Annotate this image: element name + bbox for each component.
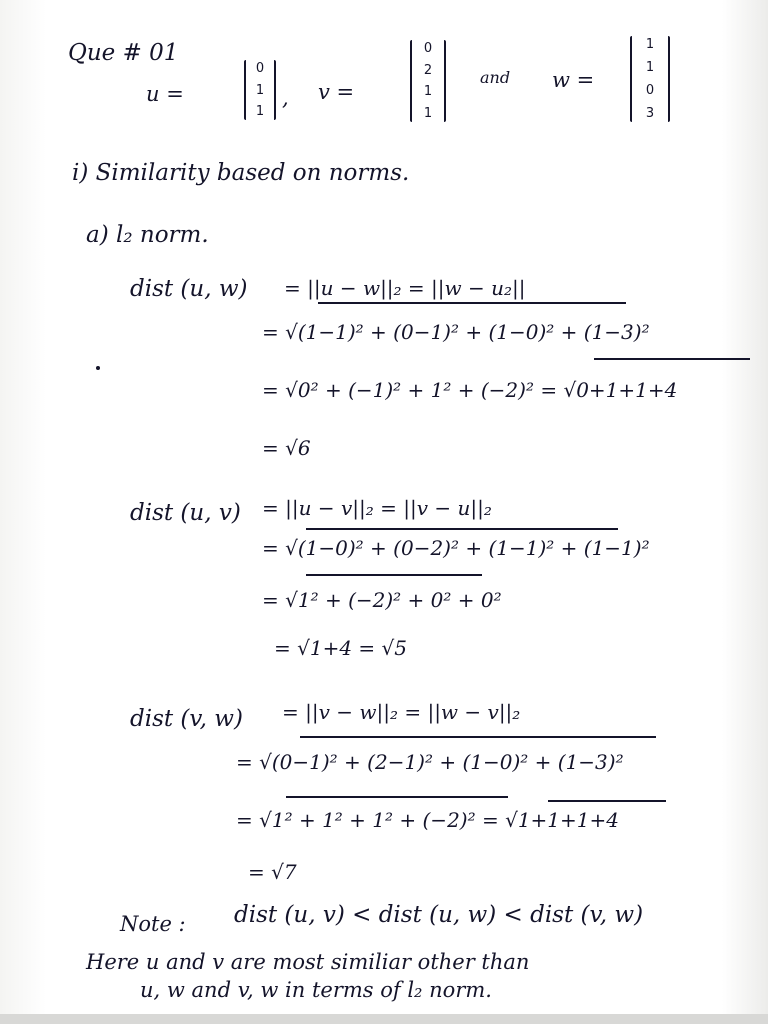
- radical-bar: [548, 800, 666, 802]
- radical-bar: [286, 796, 508, 798]
- radical-bar: [318, 302, 626, 304]
- dist-vw-line-1: = ||v − w||₂ = ||w − v||₂: [282, 700, 521, 724]
- and-word: and: [480, 68, 511, 87]
- dist-vw-line-4: = √7: [248, 860, 297, 884]
- dist-uw-label: dist (u, w): [130, 276, 248, 302]
- vector-v-label: v =: [318, 80, 355, 104]
- dist-uv-label: dist (u, v): [130, 500, 241, 526]
- vector-w: 1 1 0 3: [630, 36, 670, 122]
- radical-bar: [300, 736, 656, 738]
- vector-w-label: w =: [552, 68, 595, 92]
- dist-vw-line-3: = √1² + 1² + 1² + (−2)² = √1+1+1+4: [236, 808, 619, 832]
- subsection-title: a) l₂ norm.: [86, 222, 209, 248]
- dist-uv-line-3: = √1² + (−2)² + 0² + 0²: [262, 588, 502, 612]
- radical-bar: [306, 528, 618, 530]
- note-label: Note :: [120, 912, 186, 936]
- dist-uw-line-3: = √0² + (−1)² + 1² + (−2)² = √0+1+1+4: [262, 378, 678, 402]
- dist-uw-line-2: = √(1−1)² + (0−1)² + (1−0)² + (1−3)²: [262, 320, 650, 344]
- vector-u-label: u =: [146, 82, 184, 106]
- vector-u: 0 1 1: [244, 60, 276, 120]
- note-inequality: dist (u, v) < dist (u, w) < dist (v, w): [234, 902, 644, 928]
- vector-v: 0 2 1 1: [410, 40, 446, 122]
- radical-bar: [594, 358, 750, 360]
- dist-vw-label: dist (v, w): [130, 706, 243, 732]
- dist-uv-line-1: = ||u − v||₂ = ||v − u||₂: [262, 496, 492, 520]
- page-bottom-edge: [0, 1014, 768, 1024]
- dist-uv-line-4: = √1+4 = √5: [274, 636, 408, 660]
- radical-bar: [306, 574, 482, 576]
- dist-vw-line-2: = √(0−1)² + (2−1)² + (1−0)² + (1−3)²: [236, 750, 624, 774]
- note-line-2: Here u and v are most similiar other than: [86, 950, 530, 974]
- dist-uv-line-2: = √(1−0)² + (0−2)² + (1−1)² + (1−1)²: [262, 536, 650, 560]
- vector-separator: ,: [282, 86, 289, 110]
- stray-dot: [96, 366, 100, 370]
- question-heading: Que # 01: [68, 40, 179, 66]
- section-title: i) Similarity based on norms.: [72, 160, 410, 186]
- dist-uw-line-1: = ||u − w||₂ = ||w − u₂||: [284, 276, 526, 300]
- dist-uw-line-4: = √6: [262, 436, 311, 460]
- note-line-3: u, w and v, w in terms of l₂ norm.: [140, 978, 492, 1002]
